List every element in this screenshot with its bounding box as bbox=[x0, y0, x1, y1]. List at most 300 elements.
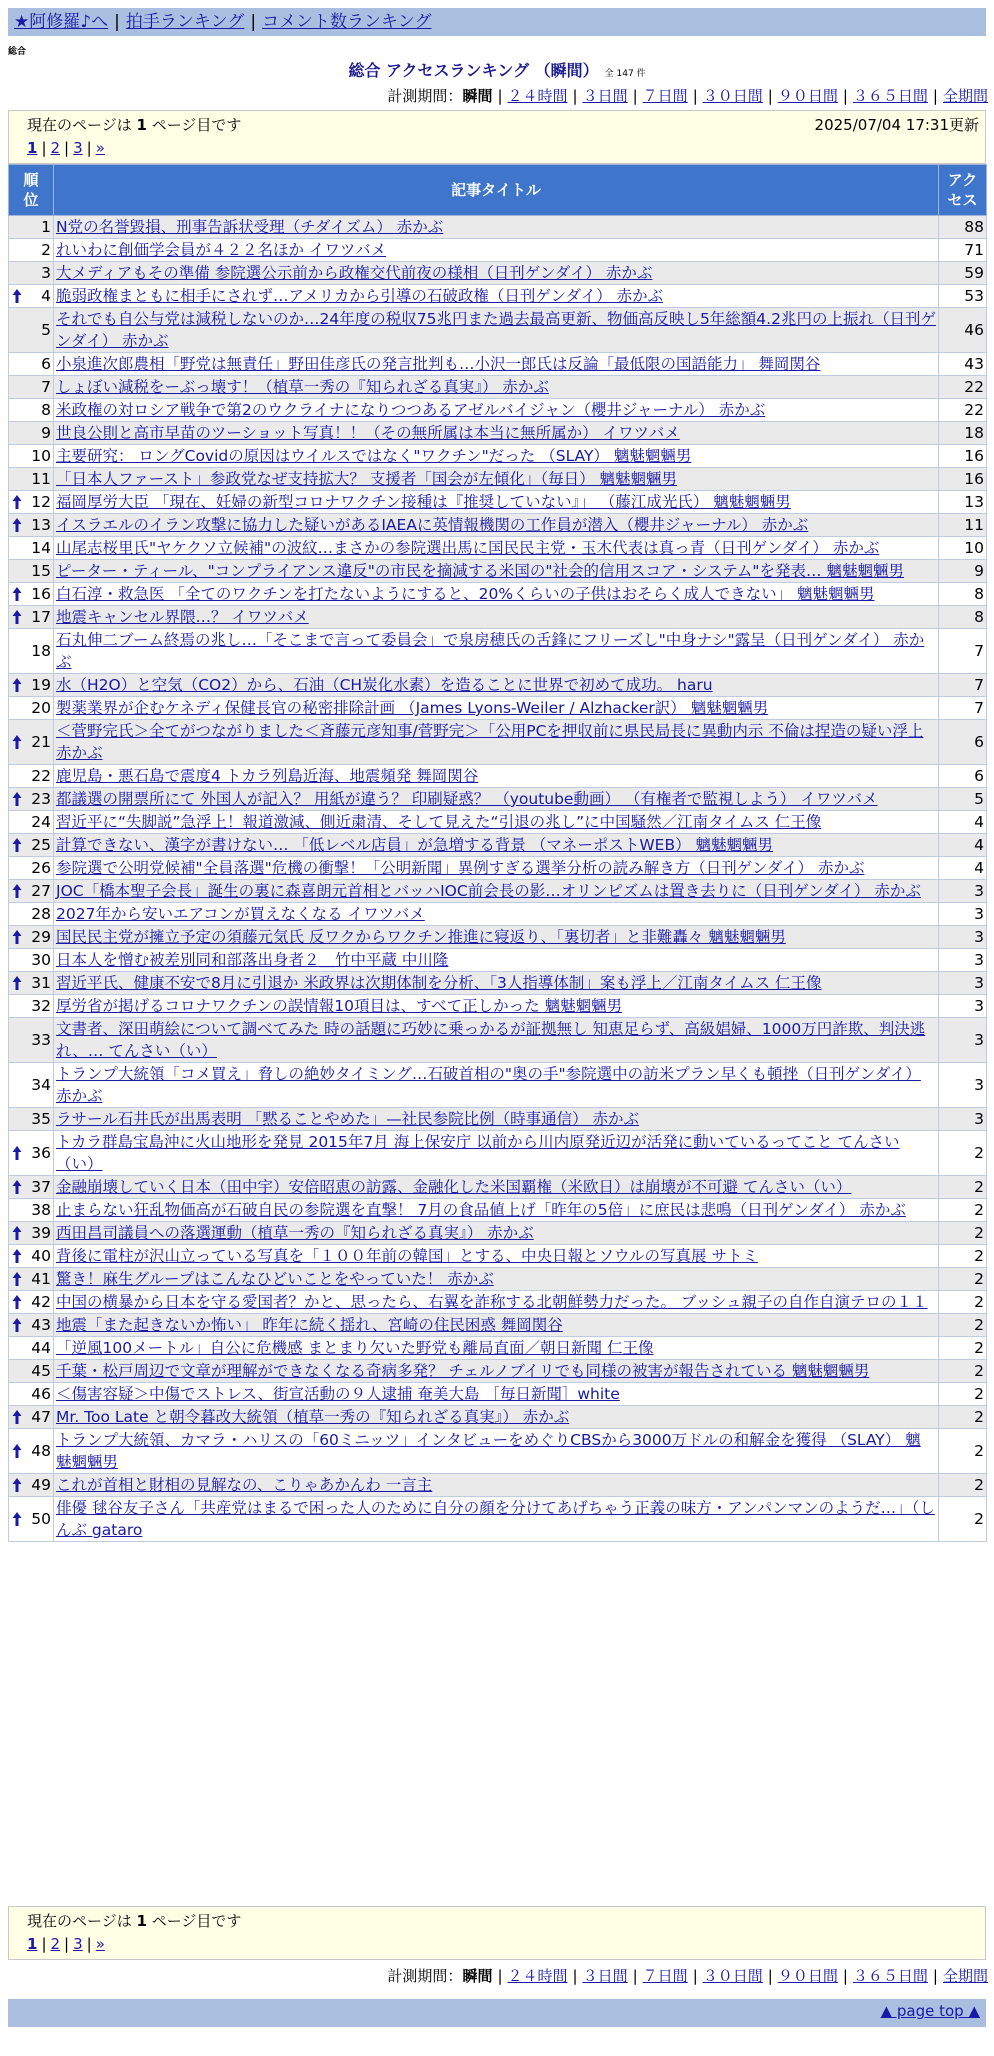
article-link[interactable]: 山尾志桜里氏"ヤケクソ立候補"の波紋…まさかの参院選出馬に国民民主党・玉木代表は真っ青（日刊ゲンダイ） 赤かぶ bbox=[56, 539, 880, 557]
rank-number: 17 bbox=[31, 608, 51, 626]
rank-up-arrow-icon bbox=[12, 1179, 22, 1195]
title-cell bbox=[54, 674, 939, 697]
rank-cell bbox=[9, 880, 54, 903]
table-row bbox=[9, 788, 987, 811]
article-link[interactable]: イスラエルのイラン攻撃に協力した疑いがあるIAEAに英情報機関の工作員が潜入（櫻井ジャーナル） 赤かぶ bbox=[56, 516, 809, 534]
table-row bbox=[9, 399, 987, 422]
period-option-link[interactable]: 全期間 bbox=[942, 1967, 988, 1985]
rank-number: 9 bbox=[41, 424, 51, 442]
rank-cell bbox=[9, 1131, 54, 1176]
access-count: 2 bbox=[939, 1360, 987, 1383]
access-count: 16 bbox=[939, 468, 987, 491]
nav-separator: | bbox=[250, 12, 257, 32]
rank-cell bbox=[9, 262, 54, 285]
rank-cell bbox=[9, 353, 54, 376]
table-row bbox=[9, 1291, 987, 1314]
rank-number: 29 bbox=[31, 928, 51, 946]
ranking-title: 総合 アクセスランキング （瞬間） bbox=[348, 61, 599, 80]
rank-up-arrow-icon bbox=[12, 1443, 22, 1459]
article-link[interactable]: 日本人を憎む被差別同和部落出身者２＿竹中平蔵 中川隆 bbox=[56, 951, 449, 969]
table-row bbox=[9, 1222, 987, 1245]
article-link[interactable]: 白石淳・救急医 「全てのワクチンを打たないようにすると、20%くらいの子供はおそらく成人できない」 魑魅魍魎男 bbox=[56, 585, 875, 603]
article-link[interactable]: 小泉進次郎農相「野党は無責任」野田佳彦氏の発言批判も…小沢一郎氏は反論「最低限の国語能力」 舞岡関谷 bbox=[56, 355, 821, 373]
article-link[interactable]: ピーター・ティール、"コンプライアンス違反"の市民を摘減する米国の"社会的信用スコア・システム"を発表… 魑魅魍魎男 bbox=[56, 562, 904, 580]
rank-cell bbox=[9, 399, 54, 422]
table-row bbox=[9, 1268, 987, 1291]
access-count: 2 bbox=[939, 1268, 987, 1291]
period-option-link[interactable]: ９０日間 bbox=[777, 1967, 838, 1985]
access-count: 2 bbox=[939, 1314, 987, 1337]
rank-number: 18 bbox=[31, 642, 51, 660]
title-cell bbox=[54, 514, 939, 537]
rank-number: 4 bbox=[41, 287, 51, 305]
article-link[interactable]: 製薬業界が企むケネディ保健長官の秘密排除計画 （James Lyons-Weiler / Alzhacker訳） 魑魅魍魎男 bbox=[56, 699, 769, 717]
rank-number: 36 bbox=[31, 1144, 51, 1162]
period-separator: | bbox=[932, 87, 938, 105]
title-cell bbox=[54, 765, 939, 788]
article-link[interactable]: Mr. Too Late と朝令暮改大統領（植草一秀の『知られざる真実』） 赤かぶ bbox=[56, 1408, 570, 1426]
page-separator: | bbox=[41, 1935, 47, 1953]
table-row bbox=[9, 1383, 987, 1406]
article-link[interactable]: 都議選の開票所にて 外国人が記入？ 用紙が違う？ 印刷疑惑？ （youtube動画） （有権者で監視しよう） イワツバメ bbox=[56, 790, 878, 808]
period-separator: | bbox=[497, 87, 503, 105]
rank-up-arrow-icon bbox=[12, 1294, 22, 1310]
period-selector-bottom bbox=[8, 1966, 988, 1986]
table-row bbox=[9, 239, 987, 262]
table-row bbox=[9, 697, 987, 720]
page-separator: | bbox=[86, 1935, 92, 1953]
rank-cell bbox=[9, 972, 54, 995]
rank-number: 33 bbox=[31, 1031, 51, 1049]
rank-up-arrow-icon bbox=[12, 929, 22, 945]
table-row bbox=[9, 1199, 987, 1222]
rank-cell bbox=[9, 857, 54, 880]
period-option-link[interactable]: ９０日間 bbox=[777, 87, 838, 105]
title-cell bbox=[54, 1314, 939, 1337]
article-link[interactable]: 地震キャンセル界隈…？ イワツバメ bbox=[56, 608, 309, 626]
rank-up-arrow-icon bbox=[12, 791, 22, 807]
rank-cell bbox=[9, 811, 54, 834]
table-row bbox=[9, 1497, 987, 1542]
table-row bbox=[9, 353, 987, 376]
next-page-link[interactable]: » bbox=[95, 1935, 105, 1953]
rank-cell bbox=[9, 1429, 54, 1474]
access-count: 22 bbox=[939, 376, 987, 399]
item-count: 全 147 件 bbox=[604, 69, 646, 79]
article-link[interactable]: 水（H2O）と空気（CO2）から、石油（CH炭化水素）を造ることに世界で初めて成功。 haru bbox=[56, 676, 713, 694]
access-count: 3 bbox=[939, 1063, 987, 1108]
page-separator: | bbox=[64, 139, 70, 157]
title-header: 記事タイトル bbox=[54, 165, 939, 216]
title-cell bbox=[54, 697, 939, 720]
table-row bbox=[9, 834, 987, 857]
title-cell bbox=[54, 1268, 939, 1291]
article-link[interactable]: 「日本人ファースト」参政党なぜ支持拡大？ 支援者「国会が左傾化」（毎日） 魑魅魍魎男 bbox=[56, 470, 678, 488]
table-row bbox=[9, 903, 987, 926]
access-count: 8 bbox=[939, 583, 987, 606]
access-count: 7 bbox=[939, 629, 987, 674]
article-link[interactable]: 計算できない、漢字が書けない… 「低レベル店員」が急増する背景 （マネーポストWEB） 魑魅魍魎男 bbox=[56, 836, 774, 854]
title-cell bbox=[54, 1429, 939, 1474]
period-option-link[interactable]: ３６５日間 bbox=[852, 1967, 928, 1985]
article-link[interactable]: 西田昌司議員への落選運動（植草一秀の『知られざる真実』） 赤かぶ bbox=[56, 1224, 534, 1242]
rank-up-arrow-icon bbox=[12, 1271, 22, 1287]
period-separator: | bbox=[572, 1967, 578, 1985]
title-cell bbox=[54, 308, 939, 353]
rank-number: 2 bbox=[41, 241, 51, 259]
article-link[interactable]: トカラ群島宝島沖に火山地形を発見 2015年7月 海上保安庁 以前から川内原発近辺が活発に動いているってこと てんさい（い） bbox=[56, 1133, 900, 1173]
rank-number: 5 bbox=[41, 321, 51, 339]
access-count: 16 bbox=[939, 445, 987, 468]
period-option-link[interactable]: ３６５日間 bbox=[852, 87, 928, 105]
article-link[interactable]: 大メディアもその準備 参院選公示前から政権交代前夜の様相（日刊ゲンダイ） 赤かぶ bbox=[56, 264, 653, 282]
period-selector-top bbox=[8, 86, 988, 106]
rank-number: 35 bbox=[31, 1110, 51, 1128]
access-count: 88 bbox=[939, 216, 987, 239]
rank-cell bbox=[9, 1337, 54, 1360]
title-cell bbox=[54, 1018, 939, 1063]
rank-number: 6 bbox=[41, 355, 51, 373]
title-cell bbox=[54, 1063, 939, 1108]
rank-cell bbox=[9, 926, 54, 949]
title-cell bbox=[54, 468, 939, 491]
page-link[interactable]: 2 bbox=[50, 139, 61, 157]
article-link[interactable]: 止まらない狂乱物価高が石破自民の参院選を直撃！ 7月の食品値上げ「昨年の5倍」に庶民は悲鳴（日刊ゲンダイ） 赤かぶ bbox=[56, 1201, 906, 1219]
table-row bbox=[9, 583, 987, 606]
period-label: 計測期間： bbox=[387, 87, 463, 105]
access-count: 46 bbox=[939, 308, 987, 353]
title-cell bbox=[54, 629, 939, 674]
rank-up-arrow-icon bbox=[12, 677, 22, 693]
rank-cell bbox=[9, 1176, 54, 1199]
access-count: 71 bbox=[939, 239, 987, 262]
page-separator: | bbox=[64, 1935, 70, 1953]
period-separator: | bbox=[632, 87, 638, 105]
title-cell bbox=[54, 376, 939, 399]
access-count: 4 bbox=[939, 857, 987, 880]
rank-up-arrow-icon bbox=[12, 975, 22, 991]
rank-number: 47 bbox=[31, 1408, 51, 1426]
rank-number: 39 bbox=[31, 1224, 51, 1242]
footer-bar bbox=[8, 1999, 986, 2027]
page-text-suffix: ページ目です bbox=[151, 116, 242, 134]
page-number: 1 bbox=[136, 1912, 147, 1930]
access-count: 5 bbox=[939, 788, 987, 811]
rank-up-arrow-icon bbox=[12, 1409, 22, 1425]
rank-cell bbox=[9, 1474, 54, 1497]
article-link[interactable]: JOC「橋本聖子会長」誕生の裏に森喜朗元首相とバッハIOC前会長の影…オリンピズムは置き去りに（日刊ゲンダイ） 赤かぶ bbox=[56, 882, 921, 900]
rank-up-arrow-icon bbox=[12, 1145, 22, 1161]
rank-number: 15 bbox=[31, 562, 51, 580]
title-cell bbox=[54, 353, 939, 376]
title-cell bbox=[54, 1222, 939, 1245]
access-count: 2 bbox=[939, 1245, 987, 1268]
article-link[interactable]: 主要研究： ロングCovidの原因はウイルスではなく"ワクチン"だった （SLAY） 魑魅魍魎男 bbox=[56, 447, 692, 465]
title-cell bbox=[54, 1383, 939, 1406]
current-page-text bbox=[27, 1910, 241, 1931]
article-link[interactable]: これが首相と財相の見解なの、こりゃあかんわ 一言主 bbox=[56, 1476, 433, 1494]
title-cell bbox=[54, 445, 939, 468]
rank-cell bbox=[9, 1360, 54, 1383]
article-link[interactable]: 背後に電柱が沢山立っている写真を「１００年前の韓国」とする、中央日報とソウルの写真展 サトミ bbox=[56, 1247, 758, 1265]
title-cell bbox=[54, 537, 939, 560]
table-row bbox=[9, 285, 987, 308]
article-link[interactable]: 脆弱政権まともに相手にされず…アメリカから引導の石破政権（日刊ゲンダイ） 赤かぶ bbox=[56, 287, 664, 305]
access-count: 7 bbox=[939, 674, 987, 697]
access-count: 4 bbox=[939, 811, 987, 834]
rank-up-arrow-icon bbox=[12, 494, 22, 510]
period-option-link[interactable]: ３０日間 bbox=[702, 1967, 763, 1985]
page-link[interactable]: 2 bbox=[50, 1935, 61, 1953]
rank-cell bbox=[9, 583, 54, 606]
rank-cell bbox=[9, 949, 54, 972]
rank-up-arrow-icon bbox=[12, 1248, 22, 1264]
rank-up-arrow-icon bbox=[12, 883, 22, 899]
table-row bbox=[9, 629, 987, 674]
title-cell bbox=[54, 1245, 939, 1268]
rank-cell bbox=[9, 285, 54, 308]
table-row bbox=[9, 1474, 987, 1497]
article-link[interactable]: 習近平に“失脚説”急浮上！報道激減、側近粛清、そして見えた“引退の兆し”に中国騒然／江南タイムス 仁王像 bbox=[56, 813, 822, 831]
rank-cell bbox=[9, 514, 54, 537]
rank-number: 32 bbox=[31, 997, 51, 1015]
period-option-link[interactable]: ７日間 bbox=[642, 1967, 688, 1985]
article-link[interactable]: それでも自公与党は減税しないのか…24年度の税収75兆円また過去最高更新、物価高反映し5年総額4.2兆円の上振れ（日刊ゲンダイ） 赤かぶ bbox=[56, 310, 936, 350]
period-separator: | bbox=[692, 87, 698, 105]
access-count: 6 bbox=[939, 720, 987, 765]
rank-number: 44 bbox=[31, 1339, 51, 1357]
access-count: 3 bbox=[939, 1018, 987, 1063]
rank-number: 37 bbox=[31, 1178, 51, 1196]
rank-up-arrow-icon bbox=[12, 1225, 22, 1241]
period-option-link[interactable]: ３日間 bbox=[582, 87, 628, 105]
rank-up-arrow-icon bbox=[12, 734, 22, 750]
access-count: 18 bbox=[939, 422, 987, 445]
table-row bbox=[9, 765, 987, 788]
period-separator: | bbox=[572, 87, 578, 105]
period-separator: | bbox=[497, 1967, 503, 1985]
period-separator: | bbox=[692, 1967, 698, 1985]
period-option-link[interactable]: 全期間 bbox=[942, 87, 988, 105]
rank-cell bbox=[9, 1018, 54, 1063]
rank-number: 30 bbox=[31, 951, 51, 969]
rank-cell bbox=[9, 765, 54, 788]
rank-cell bbox=[9, 995, 54, 1018]
article-link[interactable]: 福岡厚労大臣 「現在、妊婦の新型コロナワクチン接種は『推奨していない』」 （藤江成光氏） 魑魅魍魎男 bbox=[56, 493, 791, 511]
article-link[interactable]: しょぼい減税をーぶっ壊す！（植草一秀の『知られざる真実』） 赤かぶ bbox=[56, 378, 549, 396]
page-link[interactable]: 3 bbox=[73, 1935, 83, 1953]
title-cell bbox=[54, 995, 939, 1018]
article-link[interactable]: 驚き！麻生グループはこんなひどいことをやっていた！ 赤かぶ bbox=[56, 1270, 494, 1288]
article-link[interactable]: 中国の横暴から日本を守る愛国者？かと、思ったら、右翼を詐称する北朝鮮勢力だった。 ブッシュ親子の自作自演テロの１１ bbox=[56, 1293, 928, 1311]
article-link[interactable]: 地震「また起きないか怖い」 昨年に続く揺れ、宮崎の住民困惑 舞岡関谷 bbox=[56, 1316, 563, 1334]
rank-number: 7 bbox=[41, 378, 51, 396]
article-link[interactable]: ＜菅野完氏＞全てがつながりました＜斉藤元彦知事/菅野完＞「公用PCを押収前に県民局長に異動内示 不倫は捏造の疑い浮上 赤かぶ bbox=[56, 722, 924, 762]
title-cell bbox=[54, 1406, 939, 1429]
table-row bbox=[9, 262, 987, 285]
access-count: 3 bbox=[939, 972, 987, 995]
article-link[interactable]: 厚労省が掲げるコロナワクチンの誤情報10項目は、すべて正しかった 魑魅魍魎男 bbox=[56, 997, 623, 1015]
rank-number: 14 bbox=[31, 539, 51, 557]
article-link[interactable]: 金融崩壊していく日本（田中宇）安倍昭恵の訪露、金融化した米国覇権（米欧日）は崩壊が不可避 てんさい（い） bbox=[56, 1178, 852, 1196]
access-count: 2 bbox=[939, 1337, 987, 1360]
article-link[interactable]: 米政権の対ロシア戦争で第2のウクライナになりつつあるアゼルバイジャン（櫻井ジャーナル） 赤かぶ bbox=[56, 401, 766, 419]
table-row bbox=[9, 972, 987, 995]
rank-up-arrow-icon bbox=[12, 586, 22, 602]
rank-number: 3 bbox=[41, 264, 51, 282]
rank-number: 34 bbox=[31, 1076, 51, 1094]
pagination bbox=[27, 139, 105, 157]
access-count: 3 bbox=[939, 1108, 987, 1131]
rank-cell bbox=[9, 720, 54, 765]
access-count: 43 bbox=[939, 353, 987, 376]
page-info-top bbox=[8, 110, 986, 164]
article-link[interactable]: 「逆風100メートル」自公に危機感 まとまり欠いた野党も離局直面／朝日新聞 仁王像 bbox=[56, 1339, 654, 1357]
access-count: 59 bbox=[939, 262, 987, 285]
access-count: 8 bbox=[939, 606, 987, 629]
rank-number: 11 bbox=[31, 470, 51, 488]
title-cell bbox=[54, 1176, 939, 1199]
access-header: アクセス bbox=[939, 165, 987, 216]
rank-cell bbox=[9, 1063, 54, 1108]
table-row bbox=[9, 606, 987, 629]
rank-number: 27 bbox=[31, 882, 51, 900]
access-count: 7 bbox=[939, 697, 987, 720]
rank-cell bbox=[9, 1268, 54, 1291]
next-page-link[interactable]: » bbox=[95, 139, 105, 157]
period-option-link[interactable]: ２４時間 bbox=[507, 87, 568, 105]
title-cell bbox=[54, 903, 939, 926]
rank-up-arrow-icon bbox=[12, 1511, 22, 1527]
rank-number: 20 bbox=[31, 699, 51, 717]
title-cell bbox=[54, 880, 939, 903]
article-link[interactable]: トランプ大統領、カマラ・ハリスの「60ミニッツ」インタビューをめぐりCBSから3000万ドルの和解金を獲得 （SLAY） 魑魅魍魎男 bbox=[56, 1431, 921, 1471]
access-count: 2 bbox=[939, 1383, 987, 1406]
article-link[interactable]: ＜傷害容疑＞中傷でストレス、街宣活動の９人逮捕 奄美大島 ［毎日新聞］white bbox=[56, 1385, 620, 1403]
page-link[interactable]: 3 bbox=[73, 139, 83, 157]
article-link[interactable]: 世良公則と高市早苗のツーショット写真！！（その無所属は本当に無所属か） イワツバメ bbox=[56, 424, 680, 442]
article-link[interactable]: 国民民主党が擁立予定の須藤元気氏 反ワクからワクチン推進に寝返り、「裏切者」と非難轟々 魑魅魍魎男 bbox=[56, 928, 786, 946]
rank-cell bbox=[9, 422, 54, 445]
title-cell bbox=[54, 949, 939, 972]
rank-up-arrow-icon bbox=[12, 609, 22, 625]
article-link[interactable]: N党の名誉毀損、刑事告訴状受理（チダイズム） 赤かぶ bbox=[56, 218, 444, 236]
access-count: 2 bbox=[939, 1176, 987, 1199]
title-cell bbox=[54, 262, 939, 285]
rank-cell bbox=[9, 560, 54, 583]
table-row bbox=[9, 926, 987, 949]
access-count: 3 bbox=[939, 880, 987, 903]
access-count: 53 bbox=[939, 285, 987, 308]
page-text-suffix: ページ目です bbox=[151, 1912, 242, 1930]
access-count: 6 bbox=[939, 765, 987, 788]
title-cell bbox=[54, 1360, 939, 1383]
period-option-link[interactable]: ７日間 bbox=[642, 87, 688, 105]
title-cell bbox=[54, 606, 939, 629]
period-option-link[interactable]: ３０日間 bbox=[702, 87, 763, 105]
table-row bbox=[9, 995, 987, 1018]
clap-ranking-link[interactable]: 拍手ランキング bbox=[125, 12, 245, 32]
title-cell bbox=[54, 285, 939, 308]
page-link-current[interactable]: 1 bbox=[27, 139, 38, 157]
article-link[interactable]: トランプ大統領「コメ買え」脅しの絶妙タイミング…石破首相の"奥の手"参院選中の訪米プラン早くも頓挫（日刊ゲンダイ） 赤かぶ bbox=[56, 1065, 921, 1105]
title-cell bbox=[54, 583, 939, 606]
page-text-prefix: 現在のページは bbox=[27, 1912, 132, 1930]
title-cell bbox=[54, 491, 939, 514]
page-separator: | bbox=[86, 139, 92, 157]
rank-header: 順位 bbox=[9, 165, 54, 216]
period-option-link[interactable]: ３日間 bbox=[582, 1967, 628, 1985]
article-link[interactable]: 2027年から安いエアコンが買えなくなる イワツバメ bbox=[56, 905, 425, 923]
rank-cell bbox=[9, 308, 54, 353]
page-top-link[interactable]: ▲ page top ▲ bbox=[880, 2002, 980, 2020]
rank-number: 25 bbox=[31, 836, 51, 854]
rank-cell bbox=[9, 491, 54, 514]
access-count: 2 bbox=[939, 1474, 987, 1497]
ranking-table bbox=[8, 164, 987, 1542]
table-row bbox=[9, 1314, 987, 1337]
title-cell bbox=[54, 926, 939, 949]
rank-number: 45 bbox=[31, 1362, 51, 1380]
table-row bbox=[9, 216, 987, 239]
title-cell bbox=[54, 399, 939, 422]
article-link[interactable]: 鹿児島・悪石島で震度4 トカラ列島近海、地震頻発 舞岡関谷 bbox=[56, 767, 479, 785]
period-current: 瞬間 bbox=[462, 1967, 493, 1985]
article-link[interactable]: 俳優 毬谷友子さん「共産党はまるで困った人のために自分の顔を分けてあげちゃう正義の味方・アンパンマンのようだ…」（しんぶ gataro bbox=[56, 1499, 935, 1539]
title-cell bbox=[54, 1199, 939, 1222]
table-row bbox=[9, 1360, 987, 1383]
access-count: 3 bbox=[939, 926, 987, 949]
access-count: 3 bbox=[939, 995, 987, 1018]
article-link[interactable]: 文書者、深田萌絵について調べてみた 時の話題に巧妙に乗っかるが証拠無し 知恵足らず、高級娼婦、1000万円詐欺、判決逃れ、… てんさい（い） bbox=[56, 1020, 926, 1060]
period-option-link[interactable]: ２４時間 bbox=[507, 1967, 568, 1985]
access-count: 2 bbox=[939, 1429, 987, 1474]
table-row bbox=[9, 720, 987, 765]
rank-number: 43 bbox=[31, 1316, 51, 1334]
page-link-current[interactable]: 1 bbox=[27, 1935, 38, 1953]
period-separator: | bbox=[932, 1967, 938, 1985]
access-count: 11 bbox=[939, 514, 987, 537]
rank-up-arrow-icon bbox=[12, 837, 22, 853]
article-link[interactable]: 石丸伸二ブーム終焉の兆し…「そこまで言って委員会」で泉房穂氏の舌鋒にフリーズし"中身ナシ"露呈（日刊ゲンダイ） 赤かぶ bbox=[56, 631, 925, 671]
comment-ranking-link[interactable]: コメント数ランキング bbox=[262, 12, 432, 32]
rank-cell bbox=[9, 445, 54, 468]
period-separator: | bbox=[767, 1967, 773, 1985]
rank-up-arrow-icon bbox=[12, 1477, 22, 1493]
page-title bbox=[0, 60, 994, 85]
rank-number: 8 bbox=[41, 401, 51, 419]
home-link[interactable]: ★阿修羅♪へ bbox=[14, 12, 109, 32]
rank-cell bbox=[9, 788, 54, 811]
access-count: 13 bbox=[939, 491, 987, 514]
table-row bbox=[9, 1108, 987, 1131]
article-link[interactable]: れいわに創価学会員が４２２名ほか イワツバメ bbox=[56, 241, 387, 259]
article-link[interactable]: 習近平氏、健康不安で8月に引退か 米政界は次期体制を分析、「3人指導体制」案も浮上／江南タイムス 仁王像 bbox=[56, 974, 822, 992]
article-link[interactable]: 参院選で公明党候補"全員落選"危機の衝撃！「公明新聞」異例すぎる選挙分析の読み解き方（日刊ゲンダイ） 赤かぶ bbox=[56, 859, 865, 877]
rank-cell bbox=[9, 239, 54, 262]
title-cell bbox=[54, 422, 939, 445]
rank-cell bbox=[9, 1314, 54, 1337]
article-link[interactable]: ラサール石井氏が出馬表明 「黙ることやめた」—社民参院比例（時事通信） 赤かぶ bbox=[56, 1110, 640, 1128]
article-link[interactable]: 千葉・松戸周辺で文章が理解ができなくなる奇病多発？ チェルノブイリでも同様の被害が報告されている 魑魅魍魎男 bbox=[56, 1362, 870, 1380]
nav-separator: | bbox=[114, 12, 120, 32]
period-separator: | bbox=[842, 87, 848, 105]
access-count: 2 bbox=[939, 1406, 987, 1429]
period-separator: | bbox=[632, 1967, 638, 1985]
table-row bbox=[9, 468, 987, 491]
rank-cell bbox=[9, 903, 54, 926]
period-label: 計測期間： bbox=[387, 1967, 463, 1985]
